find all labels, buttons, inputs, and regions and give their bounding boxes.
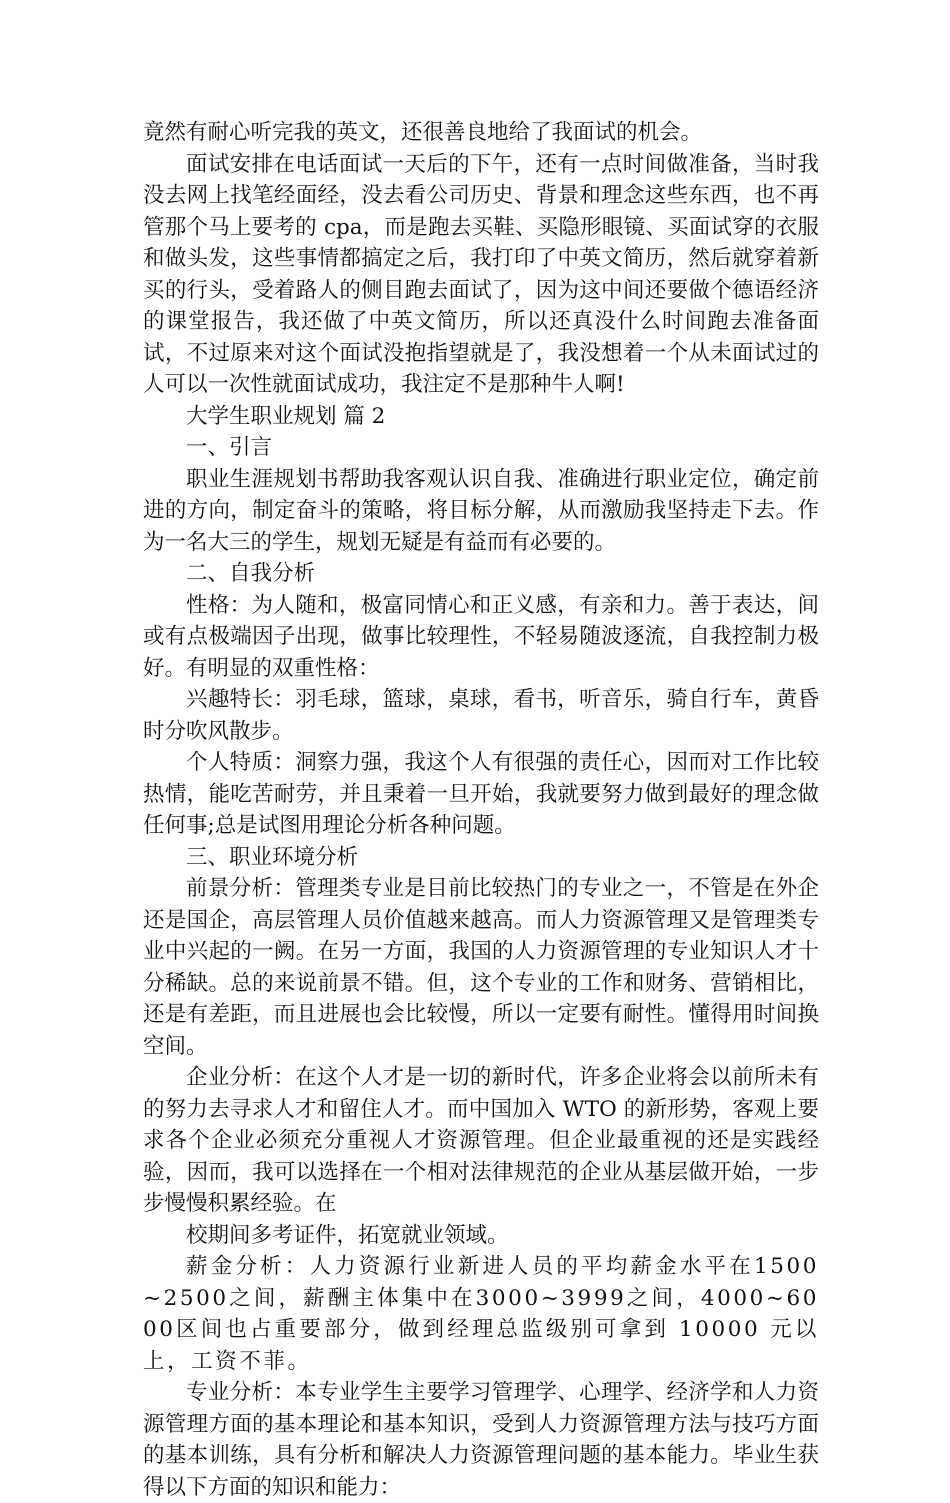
heading-career-environment: 三、职业环境分析 [186,844,359,870]
paragraph-certificates: 校期间多考证件，拓宽就业领域。 [186,1222,509,1248]
paragraph-interview-preparation: 面试安排在电话面试一天后的下午，还有一点时间做准备，当时我没去网上找笔经面经，没去看公司历史、背景和理念这些东西，也不再管那个马上要考的 cpa，而是跑去买鞋、买隐形眼镜、买面试穿的衣服和做头发，这些事情都搞定之后，我打印了中英文简历，然后就穿着新买的行头，受着路人的侧目跑去面试了，因为这中间还要做个德语经济的课堂报告，我还做了中英文简历，所以还真没什么时间跑去准备面试，不过原来对这个面试没抱指望就是了，我没想着一个从未面试过的人可以一次性就面试成功，我注定不是那种牛人啊! [143,151,819,397]
heading-self-analysis: 二、自我分析 [186,561,316,586]
paragraph-interview-ending: 竟然有耐心听完我的英文，还很善良地给了我面试的机会。 [143,120,703,145]
document-page [143,117,819,1503]
paragraph-major-analysis: 专业分析：本专业学生主要学习管理学、心理学、经济学和人力资源管理方面的基本理论和基本知识，受到人力资源管理方法与技巧方面的基本训练，具有分析和解决人力资源管理问题的基本能力。毕业生获得以下方面的知识和能力： [143,1380,819,1500]
paragraph-introduction: 职业生涯规划书帮助我客观认识自我、准确进行职业定位，确定前进的方向，制定奋斗的策略，将目标分解，从而激励我坚持走下去。作为一名大三的学生，规划无疑是有益而有必要的。 [143,466,819,555]
heading-introduction: 一、引言 [186,435,273,460]
section-title-career-plan-2: 大学生职业规划 篇 2 [186,403,386,429]
paragraph-salary-analysis: 薪金分析：人力资源行业新进人员的平均薪金水平在1500~2500之间，薪酬主体集中在3000~3999之间，4000~6000区间也占重要部分，做到经理总监级别可拿到 10000 元以上，工资不菲。 [143,1254,819,1374]
paragraph-personality: 性格：为人随和，极富同情心和正义感，有亲和力。善于表达，间或有点极端因子出现，做事比较理性，不轻易随波逐流，自我控制力极好。有明显的双重性格： [143,592,819,681]
paragraph-personal-traits: 个人特质：洞察力强，我这个人有很强的责任心，因而对工作比较热情，能吃苦耐劳，并且秉着一旦开始，我就要努力做到最好的理念做任何事;总是试图用理论分析各种问题。 [143,750,819,838]
paragraph-enterprise-analysis: 企业分析：在这个人才是一切的新时代，许多企业将会以前所未有的努力去寻求人才和留住人才。而中国加入 WTO 的新形势，客观上要求各个企业必须充分重视人才资源管理。但企业最重视的还是实践经验，因而，我可以选择在一个相对法律规范的企业从基层做开始，一步步慢慢积累经验。在 [143,1065,819,1216]
paragraph-interests: 兴趣特长：羽毛球，篮球，桌球，看书，听音乐，骑自行车，黄昏时分吹风散步。 [143,687,819,744]
paragraph-prospect-analysis: 前景分析：管理类专业是目前比较热门的专业之一，不管是在外企还是国企，高层管理人员价值越来越高。而人力资源管理又是管理类专业中兴起的一阙。在另一方面，我国的人力资源管理的专业知识人才十分稀缺。总的来说前景不错。但，这个专业的工作和财务、营销相比，还是有差距，而且进展也会比较慢，所以一定要有耐性。懂得用时间换空间。 [143,876,819,1059]
